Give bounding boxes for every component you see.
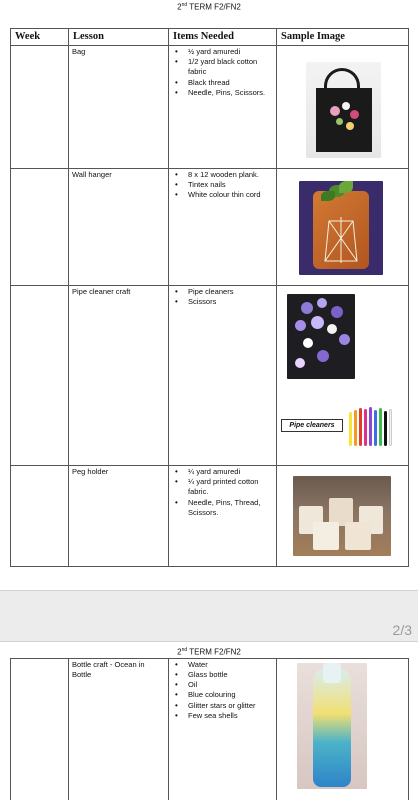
list-item: • Tintex nails xyxy=(172,180,273,190)
week-cell xyxy=(11,169,69,286)
list-item: • ¼ yard amuredi xyxy=(172,467,273,477)
term-heading: 2nd TERM F2/FN2 xyxy=(177,647,241,657)
table-row xyxy=(11,286,409,466)
week-cell xyxy=(11,46,69,169)
table-row xyxy=(11,169,409,286)
lesson-table xyxy=(10,28,409,567)
lesson-cell: Bottle craft - Ocean in Bottle xyxy=(69,659,169,800)
document-page-2 xyxy=(0,642,418,800)
list-item: • ½ yard amuredi xyxy=(172,47,273,57)
sample-image-cell xyxy=(277,46,409,169)
list-item: • 1/2 yard black cotton fabric xyxy=(172,57,273,77)
peg-holder-image xyxy=(293,476,391,556)
items-cell xyxy=(169,659,277,800)
lesson-cell: Peg holder xyxy=(69,466,169,567)
header-sample-image: Sample Image xyxy=(277,29,409,46)
header-week: Week xyxy=(11,29,69,46)
items-cell xyxy=(169,46,277,169)
list-item: • White colour thin cord xyxy=(172,190,273,200)
week-cell xyxy=(11,466,69,567)
table-row xyxy=(11,659,409,800)
lesson-cell: Wall hanger xyxy=(69,169,169,286)
list-item: • Few sea shells xyxy=(172,711,273,721)
list-item: • Black thread xyxy=(172,78,273,88)
wall-hanger-image xyxy=(299,181,383,275)
sample-image-cell xyxy=(277,286,409,466)
items-cell xyxy=(169,286,277,466)
tote-bag-image xyxy=(306,62,381,158)
term-heading: 2nd TERM F2/FN2 xyxy=(177,2,241,12)
list-item: • Glass bottle xyxy=(172,670,273,680)
header-items-needed: Items Needed xyxy=(169,29,277,46)
sample-image-cell xyxy=(277,466,409,567)
table-row xyxy=(11,466,409,567)
header-lesson: Lesson xyxy=(69,29,169,46)
ocean-bottle-image xyxy=(297,663,367,789)
lesson-table xyxy=(10,658,409,800)
lesson-cell: Bag xyxy=(69,46,169,169)
list-item: • Pipe cleaners xyxy=(172,287,273,297)
lesson-cell: Pipe cleaner craft xyxy=(69,286,169,466)
list-item: • Oil xyxy=(172,680,273,690)
list-item: • Needle, Pins, Scissors. xyxy=(172,88,273,98)
list-item: • Water xyxy=(172,660,273,670)
items-cell xyxy=(169,466,277,567)
table-header-row xyxy=(11,29,409,46)
pipe-cleaner-flowers-image xyxy=(287,294,355,379)
list-item: • Needle, Pins, Thread, Scissors. xyxy=(172,498,273,518)
list-item: • 8 x 12 wooden plank. xyxy=(172,170,273,180)
page-separator xyxy=(0,590,418,642)
sample-image-cell xyxy=(277,169,409,286)
sample-image-cell xyxy=(277,659,409,800)
list-item: • Scissors xyxy=(172,297,273,307)
page-indicator: 2/3 xyxy=(392,622,412,638)
list-item: • Glitter stars or glitter xyxy=(172,701,273,711)
week-cell xyxy=(11,659,69,800)
week-cell xyxy=(11,286,69,466)
list-item: • Blue colouring xyxy=(172,690,273,700)
pipe-cleaners-caption: Pipe cleaners xyxy=(281,419,343,432)
items-cell xyxy=(169,169,277,286)
table-row xyxy=(11,46,409,169)
list-item: • ¼ yard printed cotton fabric. xyxy=(172,477,273,497)
pipe-cleaners-image xyxy=(345,406,401,446)
